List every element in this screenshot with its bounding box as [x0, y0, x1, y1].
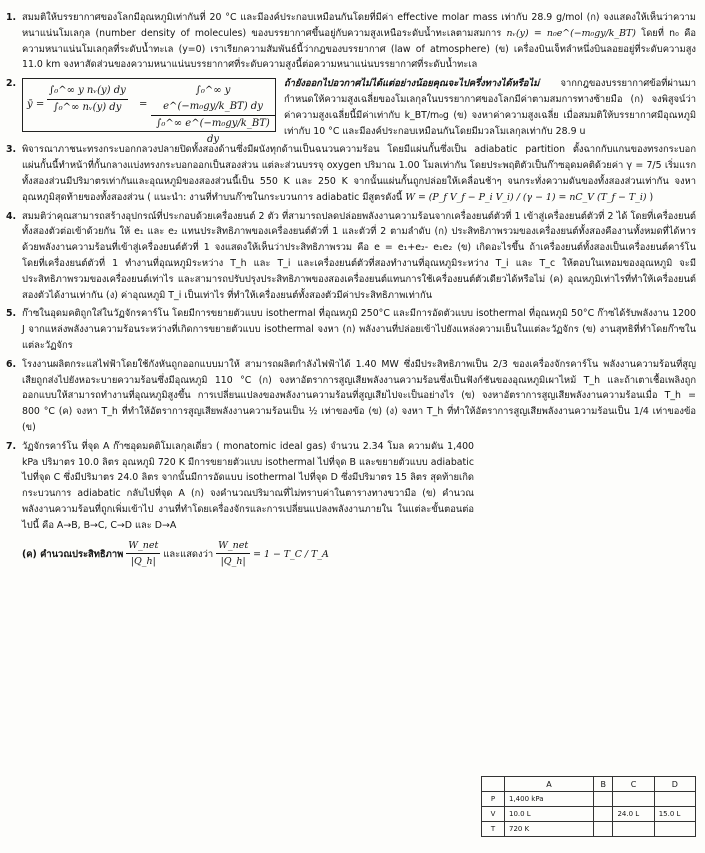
problem-1 [6, 10, 696, 73]
formula-adiabatic-work: W = (P_f V_f − P_i V_i) / (γ − 1) = nC_V (T_f − T_i) [405, 191, 647, 203]
problem-number: 2. [6, 78, 17, 90]
problem-text: สมมติว่าคุณสามารถสร้างอุปกรณ์ที่ประกอบด้วยเครื่องยนต์ 2 ตัว ที่สามารถปลดปล่อยพลังงานความร้อนจากเครื่องยนต์ตัวที่ 1 เข้าสู่เครื่องยนต์ตัวที่ 2 ได้ โดยที่เครื่องยนต์ทั้งสองตัวต่อเข้าด้วยกัน ให้ e₁ และ e₂ แทนประสิทธิภาพของเครื่องยนต์ตัวที่ 1 และตัวที่ 2 ตามลำดับ (ก) ประสิทธิภาพรวมของเครื่องยนต์ทั้งสองคืองานทั้งหมดที่ได้หารด้วยพลังงานความร้อนที่เข้าสู่เครื่องยนต์ตัวที่ 1 จงแสดงให้เห็นว่าประสิทธิภาพรวม คือ e = e₁+e₂- e₁e₂ (ข) เกิดอะไรขึ้น ถ้าเครื่องยนต์ทั้งสองเป็นเครื่องยนต์คาร์โน โดยที่เครื่องยนต์ตัวที่ 1 ทำงานที่อุณหภูมิระหว่าง T_h และ T_i และเครื่องยนต์ตัวที่สองทำงานที่อุณหภูมิระหว่าง T_i และ T_c ให้ตอบในเทอมของอุณหภูมิ จะมีประสิทธิภาพรวมของเครื่องยนต์เท่าไร และสามารถปรับปรุงประสิทธิภาพของสองเครื่องยนต์แทนการใช้เครื่องยนต์ตัวเดียวได้หรือไม่ (ค) อุณหภูมิเท่าไรที่ทำให้เครื่องยนต์สองตัวได้งานเท่ากัน (ง) ค่าอุณหภูมิ T_i เป็นเท่าไร ที่ทำให้เครื่องยนต์ทั้งสองตัวมีค่าประสิทธิภาพเท่ากัน [22, 210, 696, 301]
problem-list [6, 10, 696, 573]
table-header-row [482, 777, 696, 792]
table-cell [654, 822, 695, 837]
table-header-cell: A [505, 777, 594, 792]
problem-number: 1. [6, 12, 17, 23]
table-row-label: V [482, 807, 505, 822]
carnot-state-table [481, 776, 696, 837]
problem-lead: ถ้ายังออกไปอวกาศไม่ได้แต่อย่างน้อยคุณจะไปครึ่งทางได้หรือไม่ [284, 78, 540, 90]
problem-number: 6. [6, 358, 17, 370]
problem-text: ก๊าซในอุดมคติถูกใส่ในวัฏจักรคาร์โน โดยมีการขยายตัวแบบ isothermal ที่อุณหภูมิ 250°C และมีการอัดตัวแบบ isothermal ที่อุณหภูมิ 50°C ก๊าซได้รับพลังงาน 1200 J จากแหล่งพลังงานความร้อนระหว่างที่เกิดการขยายตัวแบบ isothermal จงหา (ก) พลังงานที่ปล่อยเข้าไปยังแหล่งความเย็นในแต่ละวัฏจักร (ข) งานสุทธิที่ทำโดยก๊าซในแต่ละวัฏจักร [22, 308, 696, 351]
efficiency-fraction-2 [216, 538, 250, 571]
problem-6 [6, 357, 696, 436]
efficiency-mid-text: และแสดงว่า [163, 548, 214, 560]
table-row [482, 792, 696, 807]
problem-number: 3. [6, 144, 17, 156]
table-cell [654, 792, 695, 807]
efficiency-rhs: = 1 − T_C / T_A [253, 548, 329, 560]
efficiency-fraction [126, 538, 160, 571]
efficiency-denominator: |Q_h| [130, 556, 156, 568]
table-header-cell [482, 777, 505, 792]
formula-denominator-2: ∫₀^∞ e^(−m₀gy/k_BT) dy [156, 117, 270, 145]
problem-number: 4. [6, 210, 17, 222]
mean-height-formula: ȳ = $\frac{\text{∫₀\textasciicircum{}∞ y nᵥ(y) dy}}{\text{∫₀\textasciicircum{}∞ nᵥ(y) dy}}$ = $\frac{\text{∫₀\textasciicircum{}∞ y e\textasciicircum{}(−m₀gy/k\_BT) dy}}{\text{∫₀\textasciicircum{}∞ e\textasciicircum{}(−m₀gy/k\_BT) dy}}$ [22, 78, 276, 132]
table-cell: 24.0 L [613, 807, 654, 822]
table-cell [594, 822, 613, 837]
formula-law-of-atmosphere: nᵥ(y) = n₀e^(−m₀gy/k_BT) [506, 27, 636, 39]
table-cell [594, 792, 613, 807]
table-cell [594, 807, 613, 822]
formula-numerator-2: ∫₀^∞ y e^(−m₀gy/k_BT) dy [151, 83, 275, 116]
problem-3 [6, 142, 696, 205]
table-cell: 720 K [505, 822, 594, 837]
formula-lhs: ȳ = [27, 99, 45, 111]
table-cell [613, 822, 654, 837]
problem-text: พิจารณาภาชนะทรงกระบอกกลวงปลายปิดทั้งสองด้านซึ่งมีผนังทุกด้านเป็นฉนวนความร้อน โดยมีแผ่นกั้นซึ่งเป็น adiabatic partition ตั้งฉากกับแกนของทรงกระบอก แผ่นกั้นนี้ทำหน้าที่กั้นกลางแบ่งทรงกระบอกออกเป็นสองส่วน แต่ละส่วนบรรจุ oxygen ปริมาณ 1.00 โมลเท่ากัน โดยประพฤติตัวเป็นก๊าซอุดมคติด้วยค่า γ = 7/5 เริ่มแรกทั้งสองส่วนมีปริมาตรเท่ากันและอุณหภูมิของสองส่วนนี้เป็น 550 K และ 250 K จากนั้นแผ่นกั้นถูกปล่อยให้เคลื่อนช้าๆ จนกระทั่งความดันของทั้งสองส่วนเท่ากัน จงหาอุณหภูมิสุดท้ายของทั้งสองส่วน ( แนะนำ: งานที่ทำบนก๊าซในกระบวนการ adiabatic มีสูตรดังนี้ [22, 144, 696, 203]
problem-text-cont: โดยที่ n₀ คือ ความหนาแน่นโมเลกุลที่ระดับน้ำทะเล (y=0) เราเรียกความสัมพันธ์นี้ว่ากฎของบรรยากาศ (law of atmosphere) (ข) เครื่องบินเจ็ทลำหนึ่งบินลอยอยู่ที่ระดับความสูง 11.0 km จงหาสัดส่วนของความหนาแน่นบรรยากาศที่ระดับความสูงนี้ต่อความหนาแน่นบรรยากาศที่ระดับน้ำทะเล [22, 27, 697, 71]
problem-number: 5. [6, 308, 17, 320]
problem-4 [6, 209, 696, 304]
problem-text: โรงงานผลิตกระแสไฟฟ้าโดยใช้กังหันถูกออกแบบมาให้ สามารถผลิตกำลังไฟฟ้าได้ 1.40 MW ซึ่งมีประสิทธิภาพเป็น 2/3 ของเครื่องจักรคาร์โน พลังงานความร้อนที่สูญเสียถูกส่งไปยังหอระบายความร้อนซึ่งมีอุณหภูมิ 110 °C (ก) จงหาอัตราการสูญเสียพลังงานความร้อนซึ่งเป็นฟังก์ชันของอุณหภูมิเผาไหม้ T_h และถ้าเตาเชื้อเพลิงถูกออกแบบให้สามารถทำงานที่อุณหภูมิสูงขึ้น การเปลี่ยนแปลงของพลังงานความร้อนที่สูญเสียไปจะเป็นอย่างไร (ข) จงหาอัตราการสูญเสียพลังงานความร้อนเมื่อ T_h = 800 °C (ค) จงหา T_h ที่ทำให้อัตราการสูญเสียพลังงานความร้อนเป็น ½ เท่าของข้อ (ข) (ง) จงหา T_h ที่ทำให้อัตราการสูญเสียพลังงานความร้อนเป็น 1/4 เท่าของข้อ (ข) [22, 358, 696, 433]
problem-text: วัฏจักรคาร์โน ที่จุด A ก๊าซอุดมคติโมเลกุลเดี่ยว ( monatomic ideal gas) จำนวน 2.34 โมล ความดัน 1,400 kPa ปริมาตร 10.0 ลิตร อุณหภูมิ 720 K มีการขยายตัวแบบ isothermal ไปที่จุด B และขยายตัวแบบ adiabatic ไปที่จุด C ซึ่งมีปริมาตร 24.0 ลิตร จากนั้นมีการอัดแบบ isothermal ไปที่จุด D ซึ่งมีปริมาตร 15 ลิตร สุดท้ายเกิดกระบวนการ adiabatic กลับไปที่จุด A (ก) จงคำนวณปริมาณที่ไม่ทราบค่าในตารางทางขวามือ (ข) คำนวณพลังงานความร้อนที่ถูกเพิ่มเข้าไป งานที่ทำโดยเครื่องจักรและการเปลี่ยนแปลงพลังงานภายใน ในแต่ละขั้นตอนต่อไปนี้ คือ A→B, B→C, C→D และ D→A [22, 440, 474, 531]
efficiency-numerator-2: W_net [216, 538, 250, 555]
problem-text: สมมติให้บรรยากาศของโลกมีอุณหภูมิเท่ากันที่ 20 °C และมีองค์ประกอบเหมือนกันโดยที่มีค่า effective molar mass เท่ากับ 28.9 g/mol (ก) จงแสดงให้เห็นว่าความหนาแน่นโมเลกุล (number density of molecules) ของบรรยากาศขึ้นอยู่กับความสูงเหนือระดับน้ำทะเลตามสมการ [22, 12, 696, 39]
problem-5 [6, 306, 696, 353]
table-cell [613, 792, 654, 807]
formula-numerator-1: ∫₀^∞ y nᵥ(y) dy [47, 83, 128, 100]
problem-text: จากกฎของบรรยากาศข้อที่ผ่านมา กำหนดให้ความสูงเฉลี่ยของโมเลกุลในบรรยากาศของโลกมีค่าตามสมการทางซ้ายมือ (ก) จงพิสูจน์ว่าค่าความสูงเฉลี่ยนี้มีค่าเท่ากับ k_BT/m₀g (ข) จงหาค่าความสูงเฉลี่ย เมื่อสมมติให้บรรยากาศมีอุณหภูมิเท่ากับ 10 °C และมีองค์ประกอบเหมือนกันโดยมีมวลโมเลกุลเท่ากับ 28.9 u [284, 78, 696, 137]
problem-number: 7. [6, 440, 17, 452]
table-cell: 1,400 kPa [505, 792, 594, 807]
table-cell: 10.0 L [505, 807, 594, 822]
table-row-label: T [482, 822, 505, 837]
table-row-label: P [482, 792, 505, 807]
table-header-cell: C [613, 777, 654, 792]
table-cell: 15.0 L [654, 807, 695, 822]
table-row [482, 822, 696, 837]
formula-denominator-1: ∫₀^∞ nᵥ(y) dy [53, 101, 122, 113]
table-header-cell: D [654, 777, 695, 792]
problem-text-cont: ) [649, 191, 654, 203]
table-header-cell: B [594, 777, 613, 792]
efficiency-label: (ค) คำนวณประสิทธิภาพ [22, 548, 124, 560]
table-row [482, 807, 696, 822]
efficiency-numerator: W_net [126, 538, 160, 555]
problem-7 [6, 439, 696, 570]
efficiency-denominator-2: |Q_h| [220, 556, 246, 568]
problem-2 [6, 76, 696, 145]
